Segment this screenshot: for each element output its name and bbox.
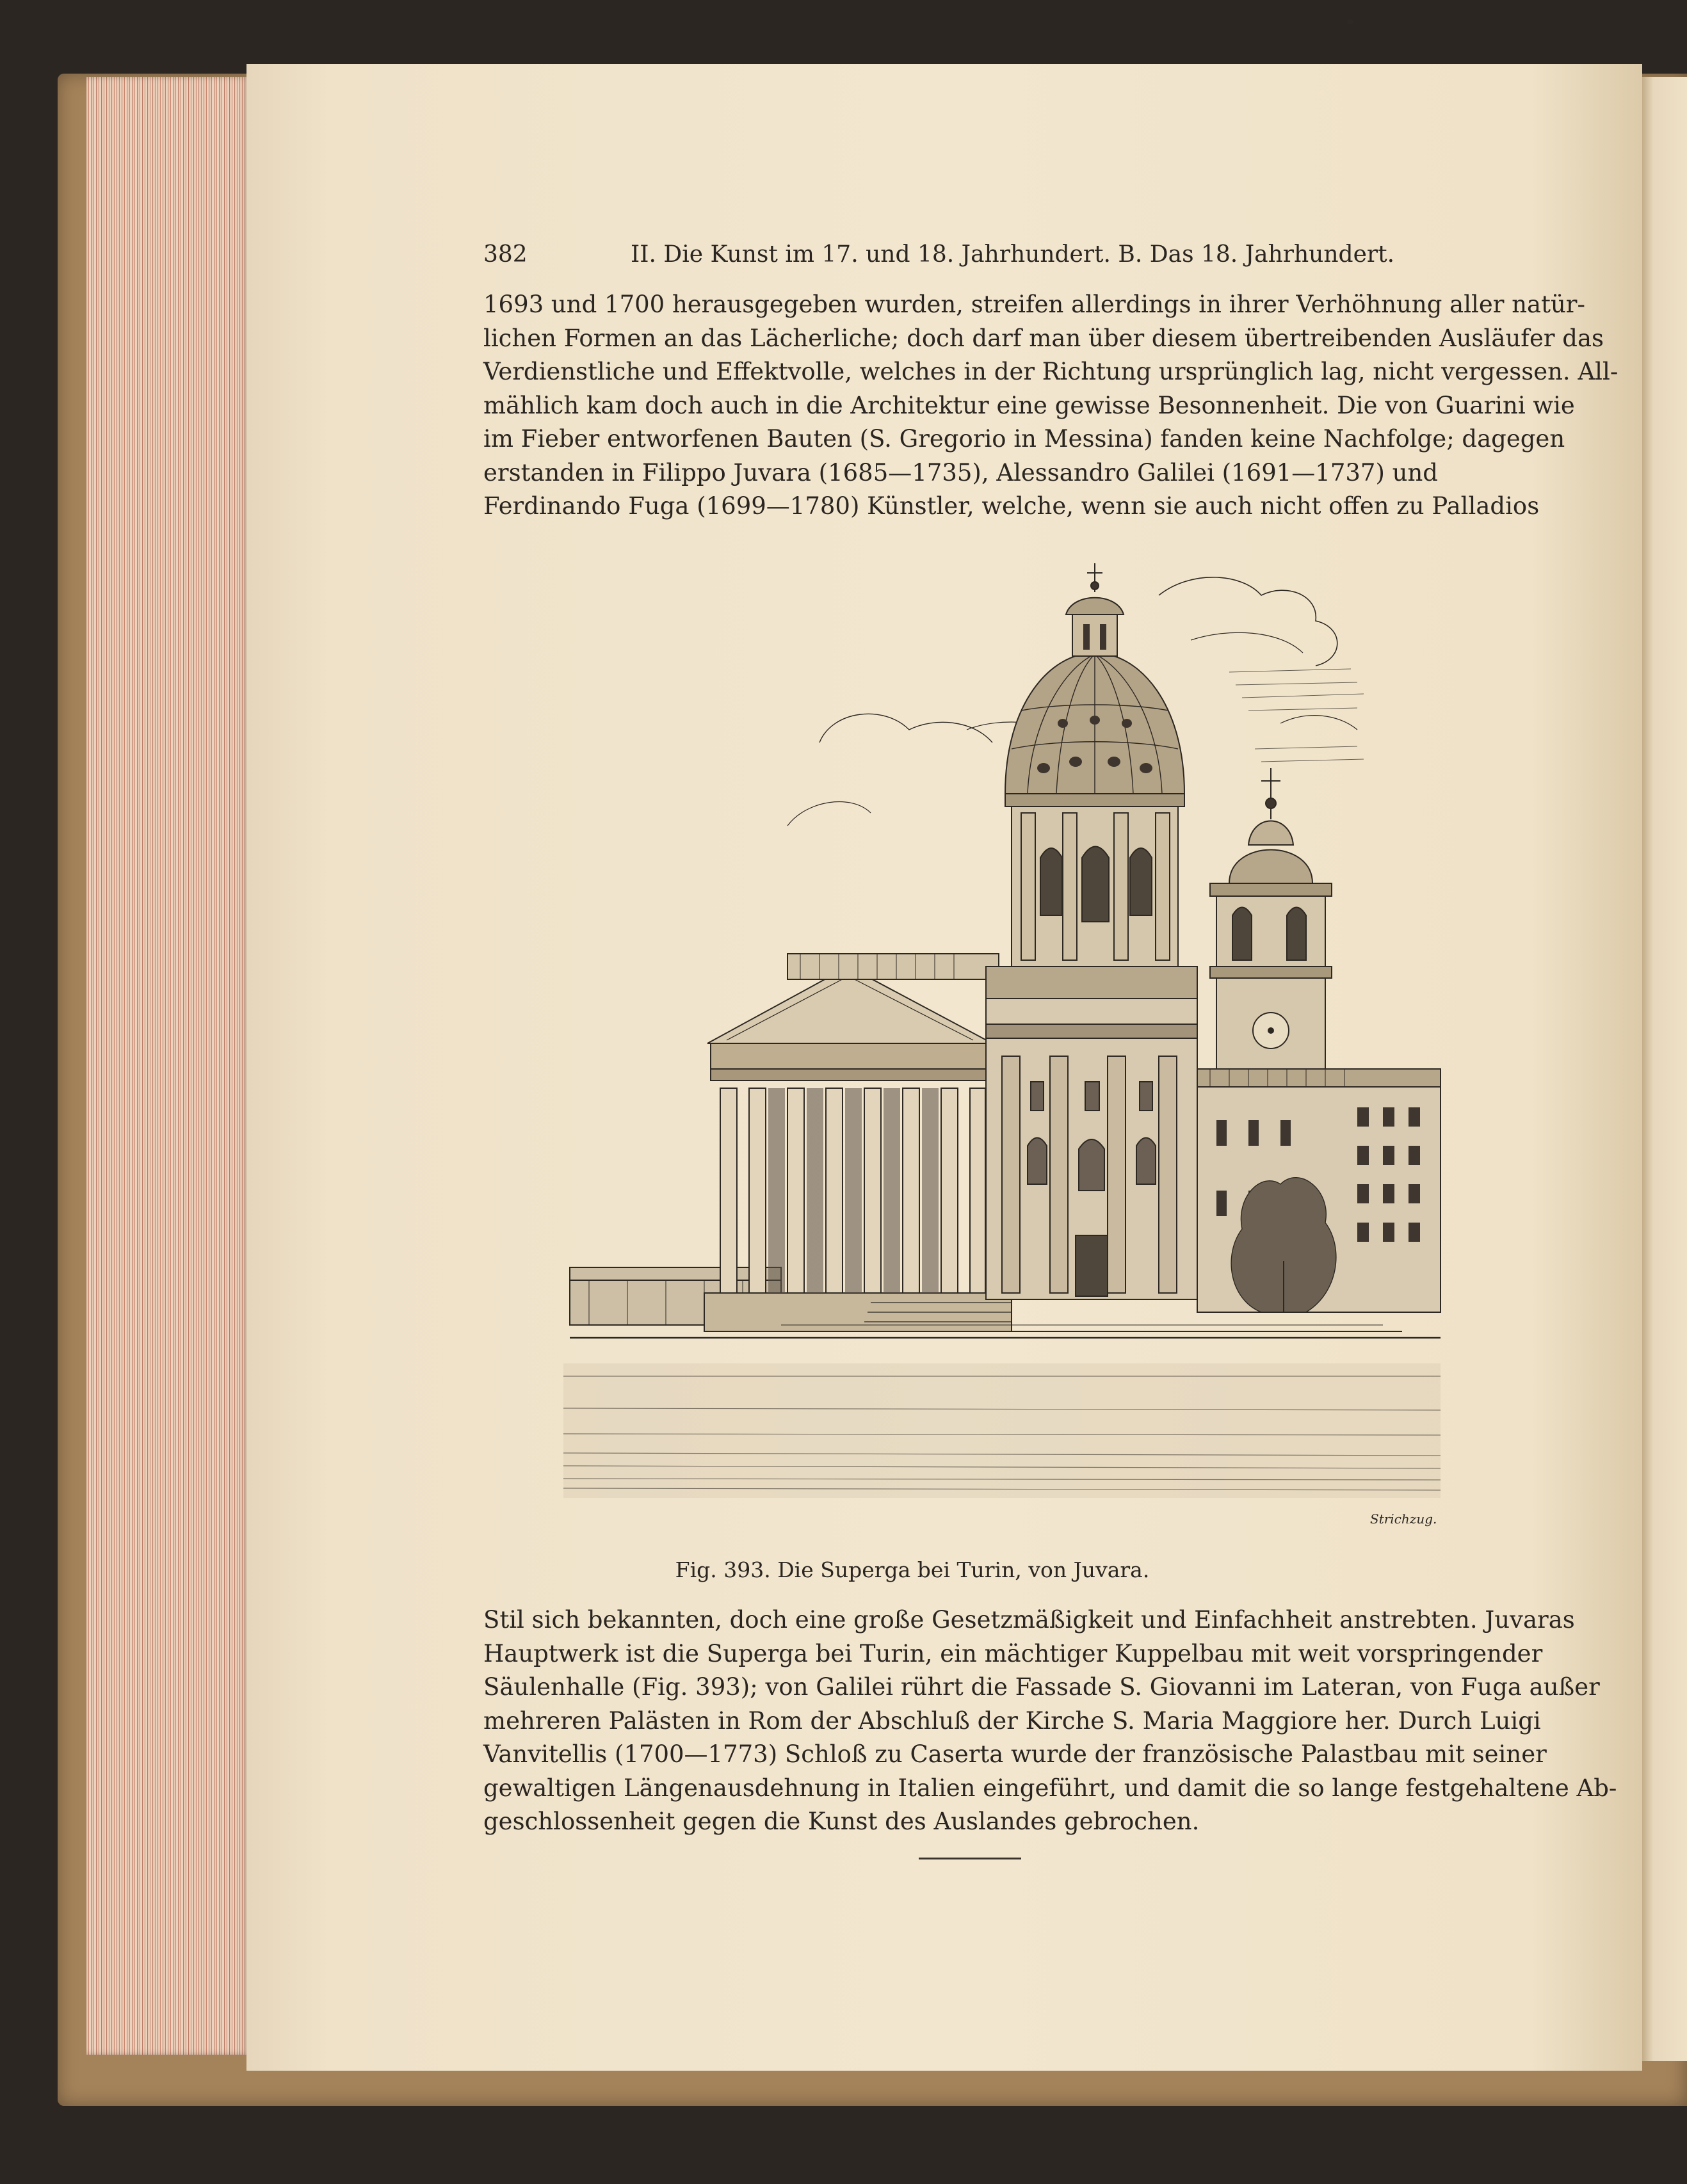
text-line: Vanvitellis (1700—1773) Schloß zu Caserta wurde der französische Palastbau mit seiner [483,1740,1547,1768]
text-line: Ferdinando Fuga (1699—1780) Künstler, welche, wenn sie auch nicht offen zu Palladios [483,492,1540,520]
paper-spot [1348,19,1353,24]
paragraph-after-figure [483,1603,1617,1839]
running-head-title: II. Die Kunst im 17. und 18. Jahrhundert. B. Das 18. Jahrhundert. [631,241,1395,268]
engraver-signature: Strichzug. [1370,1511,1437,1527]
text-line: im Fieber entworfenen Bauten (S. Gregorio in Messina) fanden keine Nachfolge; dagegen [483,425,1565,453]
right-page-edge [1639,77,1687,2061]
text-line: erstanden in Filippo Juvara (1685—1735), Alessandro Galilei (1691—1737) und [483,458,1438,486]
text-line: geschlossenheit gegen die Kunst des Auslandes gebrochen. [483,1808,1200,1835]
text-line: Verdienstliche und Effektvolle, welches in der Richtung ursprünglich lag, nicht vergessen. All- [483,358,1618,385]
figure-superga-engraving [551,557,1447,1555]
text-line: gewaltigen Längenausdehnung in Italien eingeführt, und damit die so lange festgehaltene Ab- [483,1774,1617,1802]
text-line: Hauptwerk ist die Superga bei Turin, ein mächtiger Kuppelbau mit weit vorspringender [483,1639,1543,1667]
page-number: 382 [483,241,528,268]
figure-caption: Fig. 393. Die Superga bei Turin, von Juvara. [675,1557,1150,1582]
text-line: lichen Formen an das Lächerliche; doch darf man über diesem übertreibenden Ausläufer das [483,324,1604,352]
page-block-edges [86,77,250,2055]
text-line: 1693 und 1700 herausgegeben wurden, streifen allerdings in ihrer Verhöhnung aller natür- [483,291,1585,318]
text-line: mählich kam doch auch in die Architektur eine gewisse Besonnenheit. Die von Guarini wie [483,391,1575,419]
superga-illustration [551,557,1447,1555]
paragraph-before-figure [483,288,1618,524]
text-line: Säulenhalle (Fig. 393); von Galilei rührt die Fassade S. Giovanni im Lateran, von Fuga außer [483,1673,1600,1701]
text-line: mehreren Palästen in Rom der Abschluß der Kirche S. Maria Maggiore her. Durch Luigi [483,1706,1541,1735]
text-line: Stil sich bekannten, doch eine große Gesetzmäßigkeit und Einfachheit anstrebten. Juvaras [483,1606,1575,1634]
section-end-rule [919,1858,1021,1859]
running-head [483,236,1395,274]
